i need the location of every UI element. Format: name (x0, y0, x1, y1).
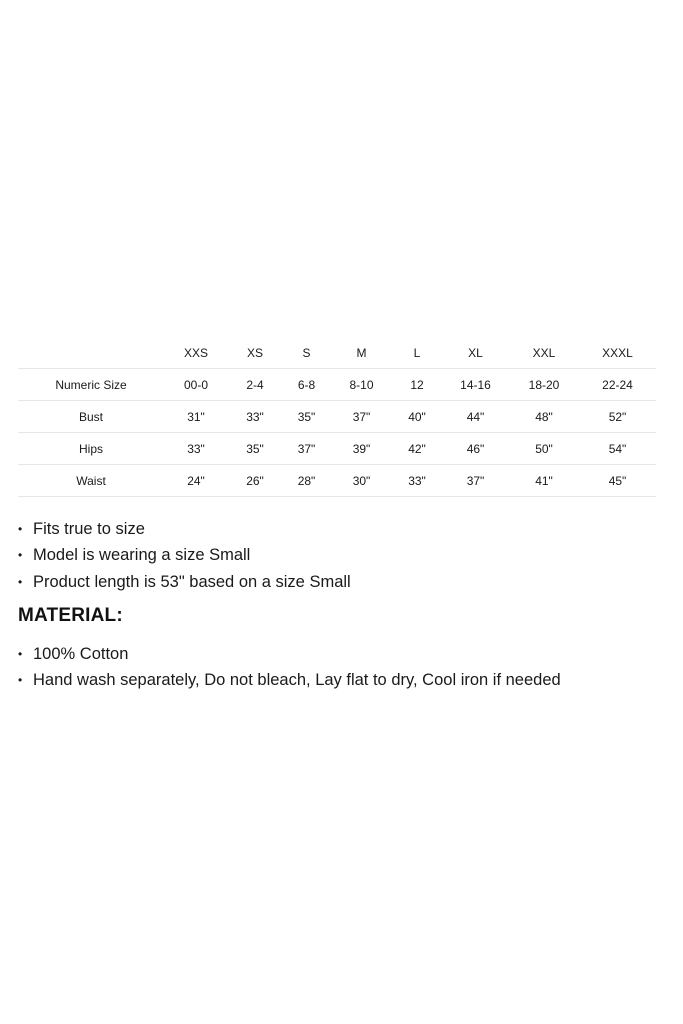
list-item: • Product length is 53" based on a size Small (18, 569, 351, 595)
table-cell: 46" (442, 433, 509, 465)
header-cell-m: M (331, 337, 392, 369)
row-label: Hips (18, 433, 164, 465)
table-cell: 33" (164, 433, 228, 465)
table-cell: 8-10 (331, 369, 392, 401)
table-cell: 48" (509, 401, 579, 433)
table-cell: 33" (392, 465, 442, 497)
size-header-row (18, 337, 656, 369)
table-cell: 50" (509, 433, 579, 465)
header-cell-s: S (282, 337, 331, 369)
row-label: Numeric Size (18, 369, 164, 401)
table-cell: 12 (392, 369, 442, 401)
product-features-list (18, 516, 351, 595)
table-cell: 28" (282, 465, 331, 497)
list-item: • Fits true to size (18, 516, 351, 542)
row-label: Waist (18, 465, 164, 497)
header-cell-xxs: XXS (164, 337, 228, 369)
table-row-hips (18, 433, 656, 465)
header-cell-xs: XS (228, 337, 282, 369)
table-cell: 35" (282, 401, 331, 433)
table-row-waist (18, 465, 656, 497)
material-heading: MATERIAL: (18, 605, 123, 626)
table-row-numeric-size (18, 369, 656, 401)
list-item: • Hand wash separately, Do not bleach, Lay flat to dry, Cool iron if needed (18, 667, 561, 693)
table-cell: 37" (331, 401, 392, 433)
table-cell: 54" (579, 433, 656, 465)
table-cell: 41" (509, 465, 579, 497)
table-cell: 00-0 (164, 369, 228, 401)
header-cell-label (18, 337, 164, 369)
material-list (18, 641, 561, 694)
header-cell-xxl: XXL (509, 337, 579, 369)
table-row-bust (18, 401, 656, 433)
list-item: • 100% Cotton (18, 641, 561, 667)
table-cell: 37" (282, 433, 331, 465)
table-cell: 33" (228, 401, 282, 433)
table-cell: 30" (331, 465, 392, 497)
table-cell: 42" (392, 433, 442, 465)
table-cell: 22-24 (579, 369, 656, 401)
table-cell: 37" (442, 465, 509, 497)
table-cell: 26" (228, 465, 282, 497)
row-label: Bust (18, 401, 164, 433)
table-cell: 45" (579, 465, 656, 497)
table-cell: 44" (442, 401, 509, 433)
table-cell: 14-16 (442, 369, 509, 401)
table-cell: 31" (164, 401, 228, 433)
table-cell: 52" (579, 401, 656, 433)
header-cell-l: L (392, 337, 442, 369)
header-cell-xl: XL (442, 337, 509, 369)
table-cell: 40" (392, 401, 442, 433)
table-cell: 6-8 (282, 369, 331, 401)
list-item: • Model is wearing a size Small (18, 542, 351, 568)
table-cell: 2-4 (228, 369, 282, 401)
table-cell: 24" (164, 465, 228, 497)
table-cell: 18-20 (509, 369, 579, 401)
size-chart-table (18, 337, 656, 497)
header-cell-xxxl: XXXL (579, 337, 656, 369)
table-cell: 35" (228, 433, 282, 465)
table-cell: 39" (331, 433, 392, 465)
